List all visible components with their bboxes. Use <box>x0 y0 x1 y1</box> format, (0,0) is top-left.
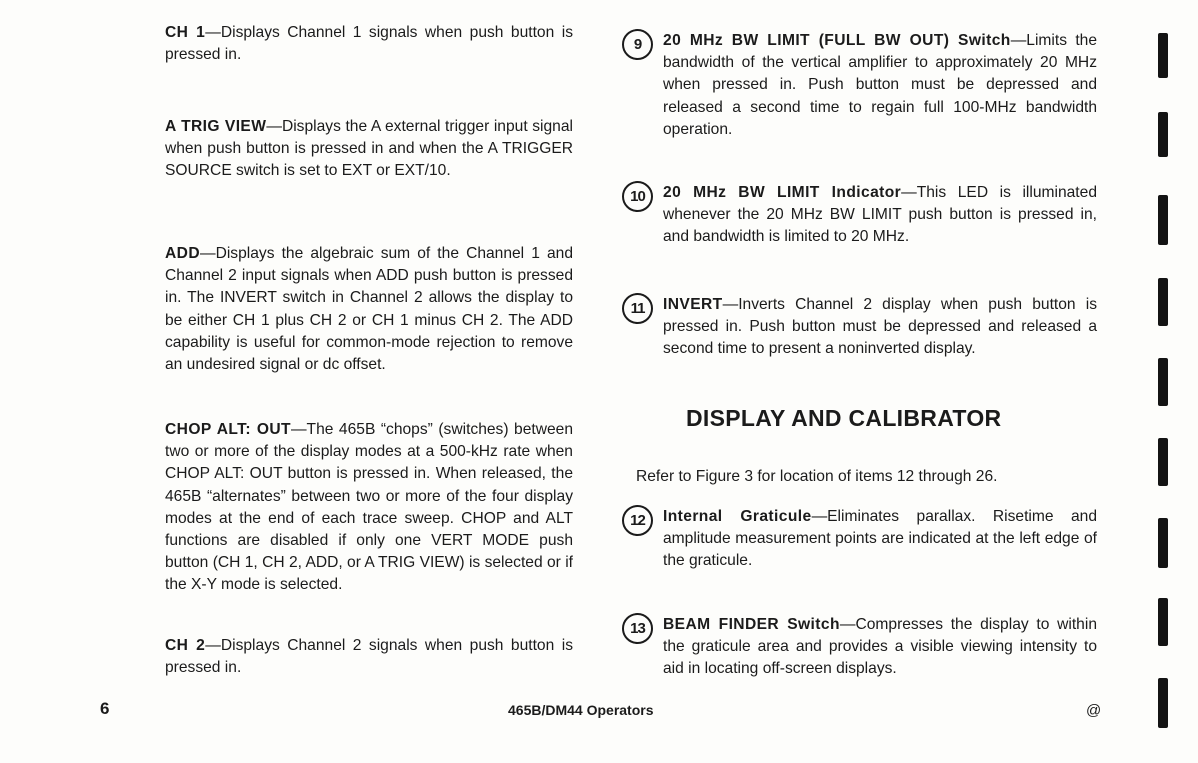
term: 20 MHz BW LIMIT Indicator <box>663 184 902 201</box>
edge-mark <box>1158 438 1168 486</box>
term: CH 2 <box>165 637 206 654</box>
term: A TRIG VIEW <box>165 118 267 135</box>
description: —The 465B “chops” (switches) between two or more of the display modes at a 500-kHz rate when CHOP ALT: OUT button is pressed in. When released, the 465B “alternates” between two or more of the four display modes at the end of each trace sweep. CHOP and ALT functions are disabled if only one VERT MODE push button (CH 1, CH 2, ADD, or A TRIG VIEW) is selected or if the X-Y mode is selected. <box>165 421 573 594</box>
para-add <box>165 243 573 376</box>
term: Internal Graticule <box>663 508 812 525</box>
callout-number-icon: 12 <box>622 505 653 536</box>
term: CH 1 <box>165 24 206 41</box>
description: —Limits the bandwidth of the vertical amplifier to approximately 20 MHz when pressed in. Push button must be depressed and released a second time to regain full 100-MHz bandwidth operation. <box>663 32 1097 138</box>
item-11 <box>622 294 1097 361</box>
footer-mark: @ <box>1086 702 1102 719</box>
edge-mark <box>1158 195 1168 245</box>
term: BEAM FINDER Switch <box>663 616 840 633</box>
edge-mark <box>1158 518 1168 568</box>
term: CHOP ALT: OUT <box>165 421 291 438</box>
term: ADD <box>165 245 200 262</box>
item-13 <box>622 614 1097 681</box>
para-chop-alt <box>165 419 573 597</box>
description: —Inverts Channel 2 display when push button is pressed in. Push button must be depressed and released a second time to present a noninverted display. <box>663 296 1097 358</box>
footer-title: 465B/DM44 Operators <box>508 702 654 718</box>
edge-mark <box>1158 33 1168 78</box>
callout-number-icon: 9 <box>622 29 653 60</box>
item-12 <box>622 506 1097 573</box>
para-ch1 <box>165 22 573 66</box>
description: —Displays the A external trigger input signal when push button is pressed in and when the A TRIGGER SOURCE switch is set to EXT or EXT/10. <box>165 118 573 180</box>
para-ch2 <box>165 635 573 679</box>
edge-mark <box>1158 678 1168 728</box>
edge-mark <box>1158 278 1168 326</box>
description: —Displays Channel 2 signals when push button is pressed in. <box>165 637 573 677</box>
page-number: 6 <box>100 699 110 718</box>
figure-reference: Refer to Figure 3 for location of items 12 through 26. <box>636 468 998 485</box>
edge-mark <box>1158 598 1168 646</box>
item-9 <box>622 30 1097 141</box>
section-heading: DISPLAY AND CALIBRATOR <box>686 405 1002 431</box>
para-a-trig-view <box>165 116 573 183</box>
term: INVERT <box>663 296 723 313</box>
description: —Compresses the display to within the graticule area and provides a visible viewing intensity to aid in locating off-screen displays. <box>663 616 1097 678</box>
term: 20 MHz BW LIMIT (FULL BW OUT) Switch <box>663 32 1011 49</box>
description: —Eliminates parallax. Risetime and amplitude measurement points are indicated at the left edge of the graticule. <box>663 508 1098 570</box>
edge-mark <box>1158 358 1168 406</box>
callout-number-icon: 10 <box>622 181 653 212</box>
description: —Displays Channel 1 signals when push button is pressed in. <box>165 24 573 64</box>
item-10 <box>622 182 1097 249</box>
callout-number-icon: 13 <box>622 613 653 644</box>
edge-mark <box>1158 112 1168 157</box>
description: —This LED is illuminated whenever the 20 MHz BW LIMIT push button is pressed in, and bandwidth is limited to 20 MHz. <box>663 184 1097 246</box>
description: —Displays the algebraic sum of the Channel 1 and Channel 2 input signals when ADD push button is pressed in. The INVERT switch in Channel 2 allows the display to be either CH 1 plus CH 2 or CH 1 minus CH 2. The ADD capability is useful for common-mode rejection to remove an undesired signal or dc offset. <box>165 245 573 374</box>
callout-number-icon: 11 <box>622 293 653 324</box>
